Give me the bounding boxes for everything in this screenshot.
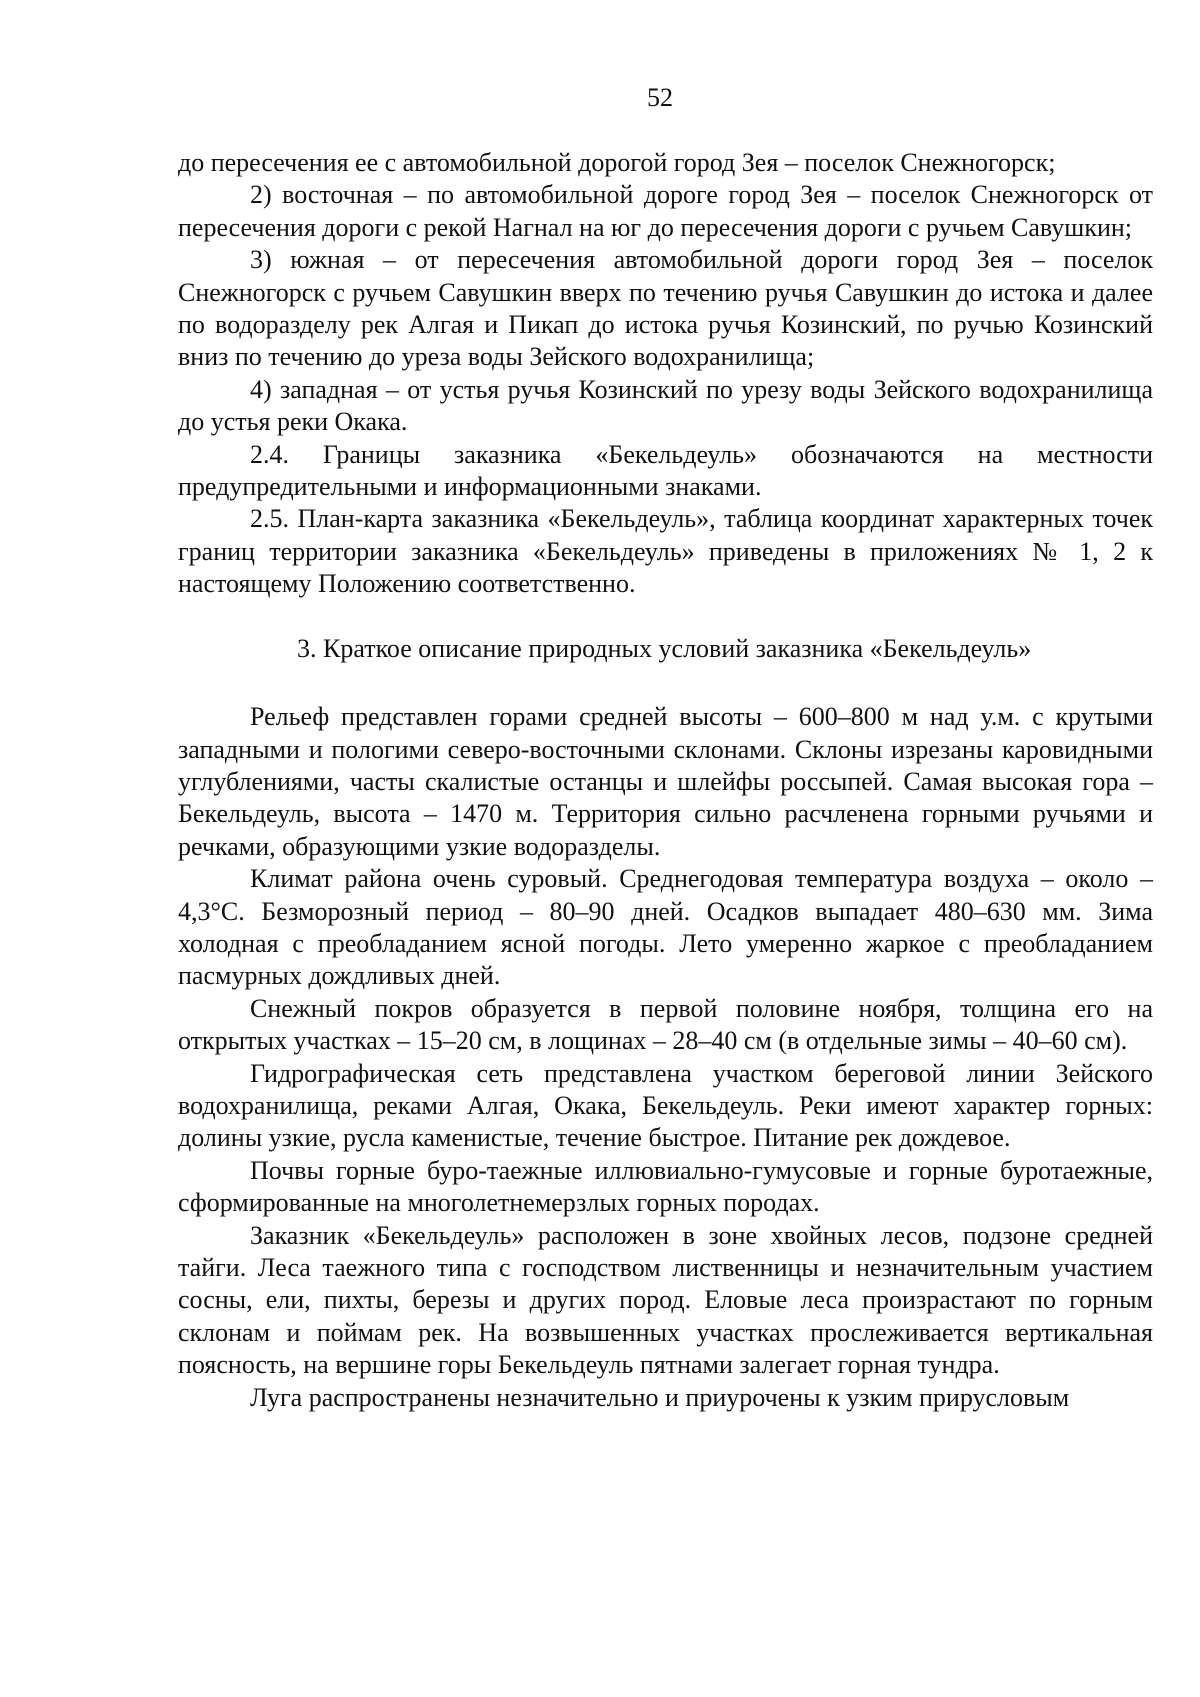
- page-body: [178, 147, 1153, 1414]
- paragraph-2-4: 2.4. Границы заказника «Бекельдеуль» обозначаются на местности предупредительными и информационными знаками.: [178, 439, 1153, 502]
- paragraph-2-5: 2.5. План-карта заказника «Бекельдеуль», таблица координат характерных точек границ территории заказника «Бекельдеуль» приведены в приложениях № 1, 2 к настоящему Положению соответственно.: [178, 504, 1153, 599]
- paragraph-climate: Климат района очень суровый. Среднегодовая температура воздуха – около –4,3°С. Безморозный период – 80–90 дней. Осадков выпадает 480–630 мм. Зима холодная с преобладанием ясной погоды. Лето умеренно жаркое с преобладанием пасмурных дождливых дней.: [178, 864, 1153, 991]
- paragraph-meadows: Луга распространены незначительно и приурочены к узким прирусловым: [250, 1382, 1070, 1412]
- paragraph-snow: Снежный покров образуется в первой половине ноября, толщина его на открытых участках – 15–20 см, в лощинах – 28–40 см (в отдельные зимы – 40–60 см).: [178, 993, 1153, 1056]
- paragraph-east-border: 2) восточная – по автомобильной дороге город Зея – поселок Снежногорск от пересечения дороги с рекой Нагнал на юг до пересечения дороги с ручьем Савушкин;: [178, 180, 1153, 242]
- page-number: 52: [647, 83, 673, 112]
- paragraph-relief: Рельеф представлен горами средней высоты – 600–800 м над у.м. с крутыми западными и пологими северо-восточными склонами. Склоны изрезаны каровидными углублениями, часты скалистые останцы и шлейфы россыпей. Самая высокая гора – Бекельдеуль, высота – 1470 м. Территория сильно расчленена горными ручьями и речками, образующими узкие водоразделы.: [178, 702, 1153, 861]
- paragraph-soils: Почвы горные буро-таежные иллювиально-гумусовые и горные буротаежные, сформированные на многолетнемерзлых горных породах.: [178, 1155, 1153, 1218]
- section-heading: 3. Краткое описание природных условий заказника «Бекельдеуль»: [297, 633, 1032, 663]
- paragraph-west-border: 4) западная – от устья ручья Козинский по урезу воды Зейского водохранилища до устья реки Окака.: [178, 374, 1153, 437]
- paragraph-forests: Заказник «Бекельдеуль» расположен в зоне хвойных лесов, подзоне средней тайги. Леса таежного типа с господством лиственницы и незначительным участием сосны, ели, пихты, березы и других пород. Еловые леса произрастают по горным склонам и поймам рек. На возвышенных участках прослеживается вертикальная поясность, на вершине горы Бекельдеуль пятнами залегает горная тундра.: [178, 1220, 1153, 1380]
- paragraph-continuation: до пересечения ее с автомобильной дорогой город Зея – поселок Снежногорск;: [178, 148, 1056, 177]
- paragraph-south-border: 3) южная – от пересечения автомобильной дороги город Зея – поселок Снежногорск с ручьем Савушкин вверх по течению ручья Савушкин до истока и далее по водоразделу рек Алгая и Пикап до истока ручья Козинский, по ручью Козинский вниз по течению до уреза воды Зейского водохранилища;: [178, 245, 1153, 372]
- paragraph-hydrography: Гидрографическая сеть представлена участком береговой линии Зейского водохранилища, реками Алгая, Окака, Бекельдеуль. Реки имеют характер горных: долины узкие, русла каменистые, течение быстрое. Питание рек дождевое.: [178, 1058, 1153, 1153]
